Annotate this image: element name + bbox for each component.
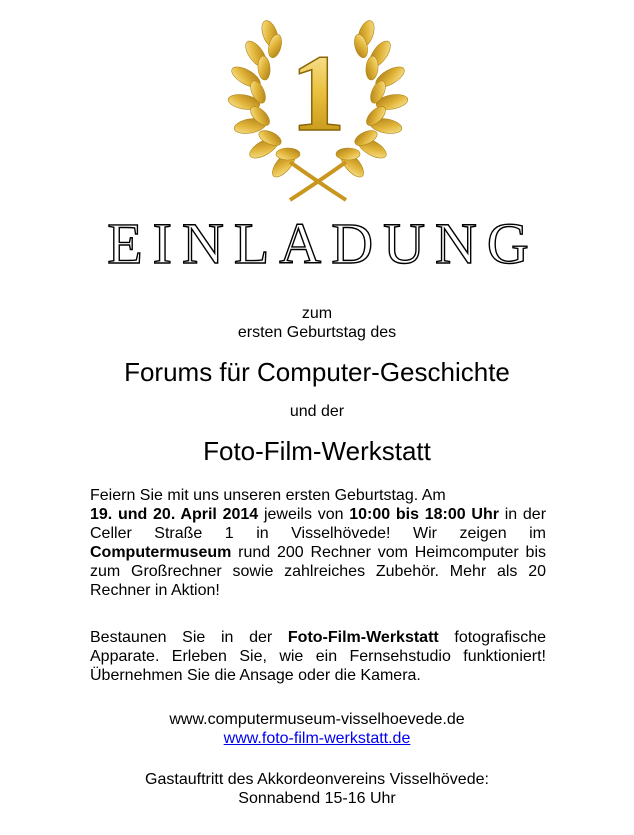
paragraph-werkstatt bbox=[90, 628, 546, 685]
p1-time: 10:00 bis 18:00 Uhr bbox=[349, 506, 499, 523]
intro-line-2: ersten Geburtstag des bbox=[237, 324, 397, 341]
guest-line-2: Sonnabend 15-16 Uhr bbox=[238, 790, 396, 807]
werkstatt-link[interactable]: www.foto-film-werkstatt.de bbox=[223, 730, 411, 747]
forum-name-heading: Forums für Computer-Geschichte bbox=[124, 357, 510, 387]
laurel-wreath-icon bbox=[218, 12, 418, 207]
p1-text-3: in der Celler Straße 1 in Visselhövede! Wir zeigen im bbox=[90, 506, 547, 542]
p2-text-1: Bestaunen Sie in der bbox=[90, 629, 288, 646]
guest-line-1: Gastauftritt des Akkordeonvereins Visselhövede: bbox=[145, 771, 489, 788]
p1-text-4: rund 200 Rechner vom Heimcomputer bis zum Großrechner sowie zahlreiches Zubehör. Mehr als 20 Rechner in Aktion! bbox=[90, 544, 546, 599]
paragraph-museum bbox=[90, 486, 546, 600]
and-text: und der bbox=[289, 403, 345, 420]
p1-museum: Computermuseum bbox=[90, 544, 232, 561]
p1-date: 19. und 20. April 2014 bbox=[90, 506, 259, 523]
p2-werkstatt: Foto-Film-Werkstatt bbox=[287, 629, 439, 646]
p1-text-1: Feiern Sie mit uns unseren ersten Geburtstag. Am bbox=[90, 487, 446, 504]
logo-numeral: 1 bbox=[290, 32, 346, 154]
p2-text-2: fotografische Apparate. Erleben Sie, wie ein Fernsehstudio funktioniert! Übernehmen Sie die Ansage oder die Kamera. bbox=[90, 629, 546, 684]
museum-url: www.computermuseum-visselhoevede.de bbox=[169, 711, 465, 728]
p1-text-2: jeweils von bbox=[258, 506, 350, 523]
invitation-title: EINLADUNG bbox=[107, 211, 539, 276]
laurel-wreath-logo bbox=[218, 12, 418, 207]
intro-line-1: zum bbox=[301, 305, 333, 322]
workshop-name-heading: Foto-Film-Werkstatt bbox=[203, 436, 431, 466]
